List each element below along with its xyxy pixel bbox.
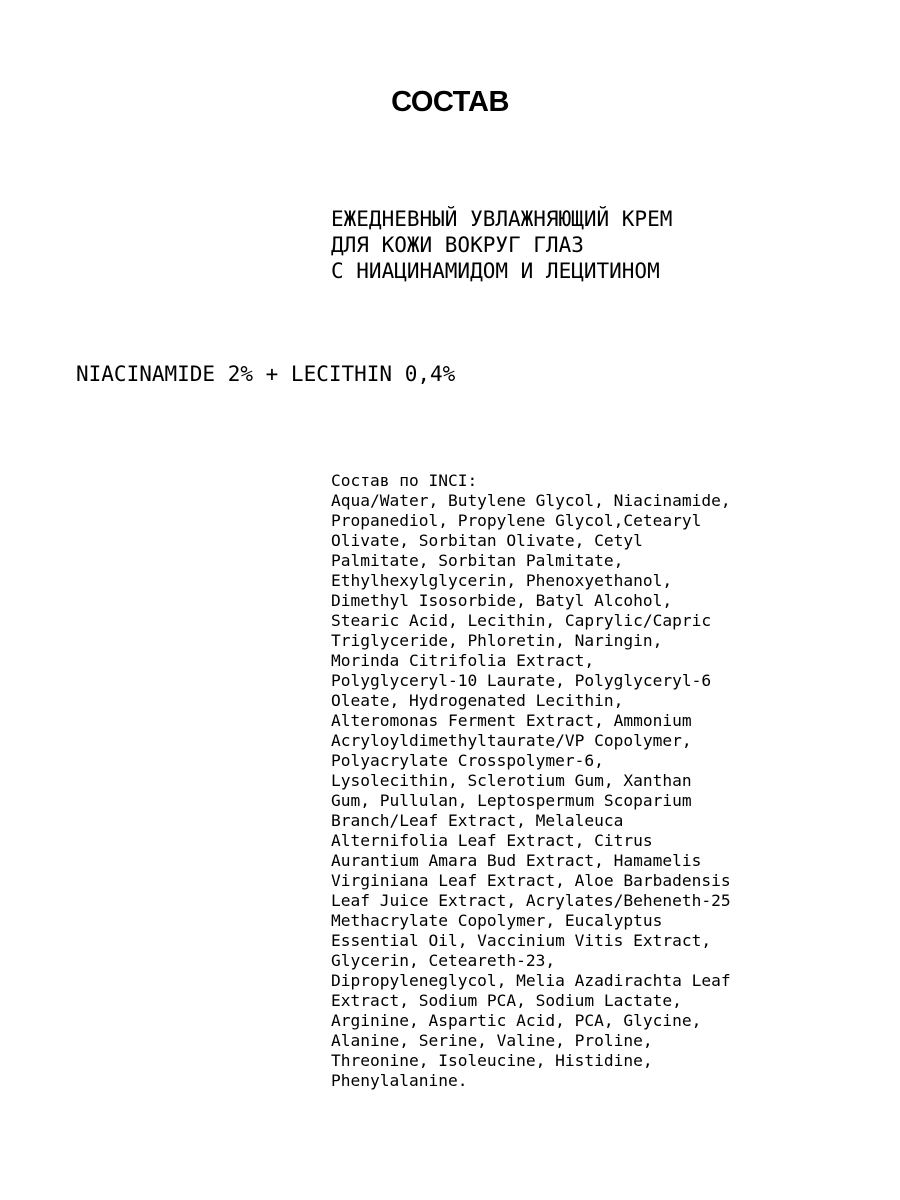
inci-line: Glycerin, Ceteareth-23, bbox=[331, 951, 556, 970]
inci-line: Aqua/Water, Butylene Glycol, Niacinamide, bbox=[331, 491, 731, 510]
page-title: СОСТАВ bbox=[391, 86, 509, 118]
inci-line: Lysolecithin, Sclerotium Gum, Xanthan bbox=[331, 771, 692, 790]
product-name-line: ДЛЯ КОЖИ ВОКРУГ ГЛАЗ bbox=[331, 233, 584, 257]
inci-line: Polyglyceryl-10 Laurate, Polyglyceryl-6 bbox=[331, 671, 712, 690]
inci-line: Leaf Juice Extract, Acrylates/Beheneth-25 bbox=[331, 891, 731, 910]
inci-line: Essential Oil, Vaccinium Vitis Extract, bbox=[331, 931, 712, 950]
inci-line: Phenylalanine. bbox=[331, 1071, 468, 1090]
inci-line: Gum, Pullulan, Leptospermum Scoparium bbox=[331, 791, 692, 810]
inci-line: Methacrylate Copolymer, Eucalyptus bbox=[331, 911, 663, 930]
inci-line: Dipropyleneglycol, Melia Azadirachta Leaf bbox=[331, 971, 731, 990]
inci-line: Extract, Sodium PCA, Sodium Lactate, bbox=[331, 991, 682, 1010]
inci-line: Alteromonas Ferment Extract, Ammonium bbox=[331, 711, 692, 730]
inci-line: Virginiana Leaf Extract, Aloe Barbadensis bbox=[331, 871, 731, 890]
inci-line: Dimethyl Isosorbide, Batyl Alcohol, bbox=[331, 591, 673, 610]
inci-line: Aurantium Amara Bud Extract, Hamamelis bbox=[331, 851, 702, 870]
inci-line: Propanediol, Propylene Glycol,Cetearyl bbox=[331, 511, 702, 530]
inci-line: Acryloyldimethyltaurate/VP Copolymer, bbox=[331, 731, 692, 750]
inci-line: Palmitate, Sorbitan Palmitate, bbox=[331, 551, 624, 570]
inci-line: Polyacrylate Crosspolymer-6, bbox=[331, 751, 604, 770]
product-name bbox=[331, 206, 672, 284]
inci-line: Olivate, Sorbitan Olivate, Cetyl bbox=[331, 531, 643, 550]
inci-label: Состав по INCI: bbox=[331, 471, 478, 490]
inci-line: Morinda Citrifolia Extract, bbox=[331, 651, 595, 670]
inci-line: Oleate, Hydrogenated Lecithin, bbox=[331, 691, 624, 710]
product-name-line: ЕЖЕДНЕВНЫЙ УВЛАЖНЯЮЩИЙ КРЕМ bbox=[331, 207, 673, 231]
inci-line: Triglyceride, Phloretin, Naringin, bbox=[331, 631, 663, 650]
inci-line: Arginine, Aspartic Acid, PCA, Glycine, bbox=[331, 1011, 702, 1030]
inci-line: Alanine, Serine, Valine, Proline, bbox=[331, 1031, 653, 1050]
product-name-line: С НИАЦИНАМИДОМ И ЛЕЦИТИНОМ bbox=[331, 259, 660, 283]
inci-line: Ethylhexylglycerin, Phenoxyethanol, bbox=[331, 571, 673, 590]
active-ingredients: NIACINAMIDE 2% + LECITHIN 0,4% bbox=[76, 362, 456, 386]
inci-line: Stearic Acid, Lecithin, Caprylic/Capric bbox=[331, 611, 712, 630]
inci-line: Threonine, Isoleucine, Histidine, bbox=[331, 1051, 653, 1070]
inci-line: Alternifolia Leaf Extract, Citrus bbox=[331, 831, 653, 850]
inci-ingredients-list bbox=[331, 471, 731, 1091]
inci-line: Branch/Leaf Extract, Melaleuca bbox=[331, 811, 624, 830]
